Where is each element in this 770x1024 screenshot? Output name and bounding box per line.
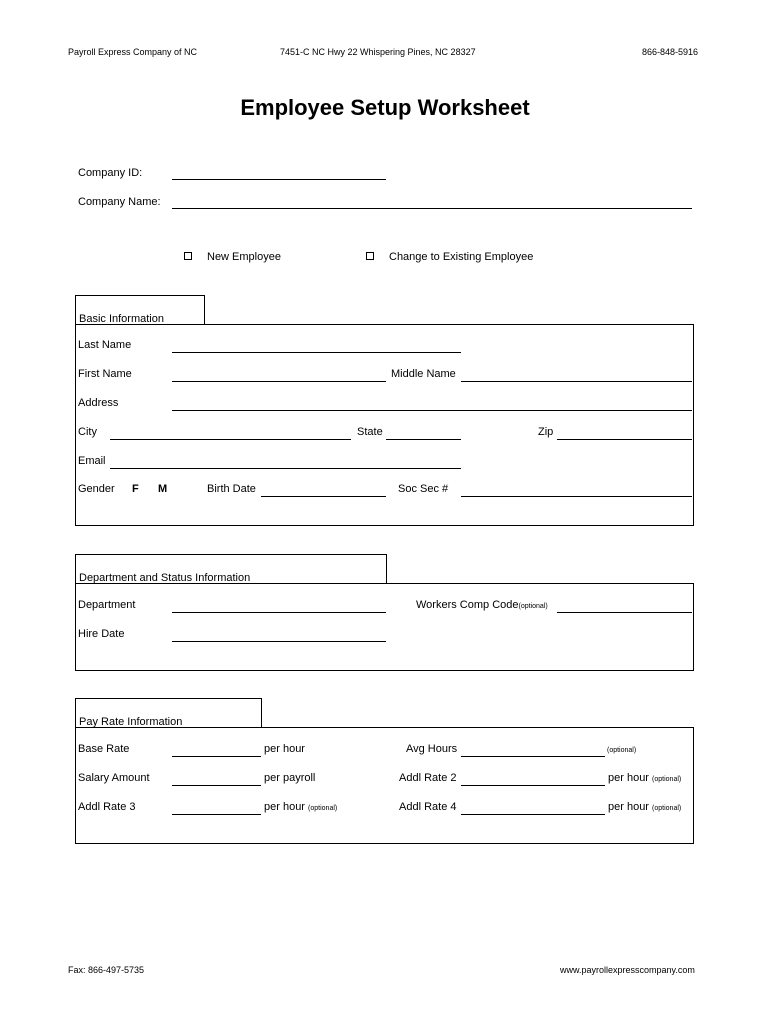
change-existing-checkbox[interactable] <box>366 252 374 260</box>
address-field[interactable] <box>172 410 692 411</box>
addl-rate-3-unit-text: per hour <box>264 801 305 813</box>
avg-hours-optional: (optional) <box>607 747 637 754</box>
new-employee-checkbox[interactable] <box>184 252 192 260</box>
first-name-label: First Name <box>78 368 132 380</box>
hire-date-field[interactable] <box>172 641 386 642</box>
salary-amount-unit: per payroll <box>264 772 316 784</box>
pay-rate-tab-label: Pay Rate Information <box>79 716 183 728</box>
addl-rate-4-field[interactable] <box>461 814 605 815</box>
birth-date-field[interactable] <box>261 496 386 497</box>
email-label: Email <box>78 455 106 467</box>
department-label: Department <box>78 599 136 611</box>
addl-rate-3-label: Addl Rate 3 <box>78 801 136 813</box>
page-title: Employee Setup Worksheet <box>240 95 530 120</box>
workers-comp-optional: (optional) <box>518 603 548 610</box>
addl-rate-4-optional: (optional) <box>652 805 682 812</box>
last-name-field[interactable] <box>172 352 461 353</box>
hire-date-label: Hire Date <box>78 628 125 640</box>
department-field[interactable] <box>172 612 386 613</box>
department-tab-label: Department and Status Information <box>79 572 251 584</box>
workers-comp-field[interactable] <box>557 612 692 613</box>
gender-m-option[interactable]: M <box>158 483 168 495</box>
state-field[interactable] <box>386 439 461 440</box>
department-tab <box>75 554 387 584</box>
department-section <box>75 583 694 671</box>
city-label: City <box>78 426 97 438</box>
basic-info-tab <box>75 295 205 325</box>
zip-label: Zip <box>538 426 554 438</box>
address-label: Address <box>78 397 119 409</box>
pay-rate-tab <box>75 698 262 728</box>
footer-fax: Fax: 866-497-5735 <box>68 965 145 975</box>
addl-rate-2-unit-text: per hour <box>608 772 649 784</box>
soc-sec-label: Soc Sec # <box>398 483 449 495</box>
addl-rate-3-optional: (optional) <box>308 805 338 812</box>
avg-hours-label: Avg Hours <box>406 743 458 755</box>
footer-website[interactable]: www.payrollexpresscompany.com <box>560 965 695 975</box>
company-name-field[interactable] <box>172 208 692 209</box>
salary-amount-label: Salary Amount <box>78 772 150 784</box>
city-field[interactable] <box>110 439 351 440</box>
last-name-label: Last Name <box>78 339 132 351</box>
workers-comp-text: Workers Comp Code <box>416 599 519 611</box>
addl-rate-4-unit-text: per hour <box>608 801 649 813</box>
change-existing-label: Change to Existing Employee <box>389 251 534 263</box>
header-phone: 866-848-5916 <box>642 47 699 57</box>
addl-rate-4-unit <box>608 801 681 813</box>
addl-rate-3-field[interactable] <box>172 814 261 815</box>
birth-date-label: Birth Date <box>207 483 256 495</box>
new-employee-label: New Employee <box>207 251 281 263</box>
gender-f-option[interactable]: F <box>132 483 139 495</box>
zip-field[interactable] <box>557 439 692 440</box>
workers-comp-label <box>416 599 548 611</box>
avg-hours-field[interactable] <box>461 756 605 757</box>
gender-label: Gender <box>78 483 115 495</box>
base-rate-label: Base Rate <box>78 743 130 755</box>
company-id-label: Company ID: <box>78 167 143 179</box>
middle-name-field[interactable] <box>461 381 692 382</box>
email-field[interactable] <box>110 468 461 469</box>
base-rate-field[interactable] <box>172 756 261 757</box>
soc-sec-field[interactable] <box>461 496 692 497</box>
base-rate-unit: per hour <box>264 743 305 755</box>
addl-rate-2-field[interactable] <box>461 785 605 786</box>
state-label: State <box>357 426 383 438</box>
header-address: 7451-C NC Hwy 22 Whispering Pines, NC 28327 <box>280 47 476 57</box>
company-name-label: Company Name: <box>78 196 161 208</box>
addl-rate-2-label: Addl Rate 2 <box>399 772 457 784</box>
middle-name-label: Middle Name <box>391 368 456 380</box>
header-company: Payroll Express Company of NC <box>68 47 198 57</box>
company-id-field[interactable] <box>172 179 386 180</box>
addl-rate-2-optional: (optional) <box>652 776 682 783</box>
addl-rate-4-label: Addl Rate 4 <box>399 801 457 813</box>
salary-amount-field[interactable] <box>172 785 261 786</box>
addl-rate-2-unit <box>608 772 681 784</box>
addl-rate-3-unit <box>264 801 337 813</box>
first-name-field[interactable] <box>172 381 386 382</box>
basic-info-tab-label: Basic Information <box>79 313 164 325</box>
